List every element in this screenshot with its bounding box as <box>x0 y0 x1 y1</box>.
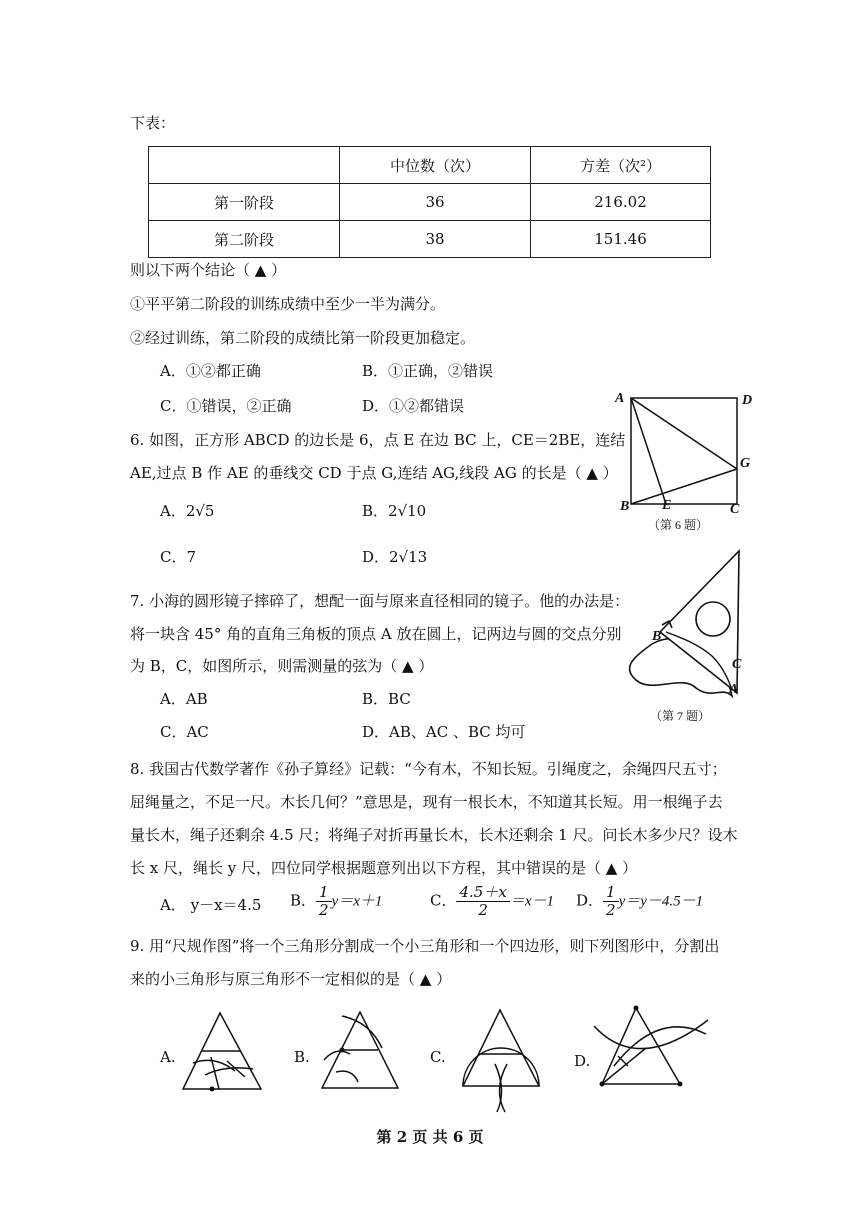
fraction <box>316 884 332 919</box>
table-header-row <box>149 147 711 184</box>
q9-figure-b <box>312 1002 412 1102</box>
square-abcd <box>631 398 737 504</box>
table-cell: 151.46 <box>531 221 711 258</box>
q7-stem-line3: 为 B，C，如图所示，则需测量的弦为（ ▲ ） <box>130 657 434 675</box>
label-a: A <box>729 682 739 697</box>
q9-option-c-label: C. <box>430 1048 446 1066</box>
label-a: A <box>615 391 625 406</box>
construction-arc <box>336 1071 358 1082</box>
table-row <box>149 221 711 258</box>
fraction-numerator: 4.5＋x <box>456 884 509 902</box>
equation-rest: y＝y－4.5－1 <box>618 893 704 910</box>
q6-square-figure <box>610 385 760 535</box>
equation-rest: ＝x－1 <box>509 893 554 910</box>
q7-option-b: B．BC <box>362 690 411 708</box>
option-label: D． <box>576 891 604 910</box>
q7-option-a: A．AB <box>160 690 208 708</box>
label-b: B <box>620 499 630 514</box>
q9-option-b-label: B. <box>294 1048 310 1066</box>
q8-option-c <box>430 884 554 919</box>
q6-option-d: D．2√13 <box>362 548 428 566</box>
q9-stem-line1: 9. 用“尺规作图”将一个三角形分割成一个小三角形和一个四边形，则下列图形中，分割出 <box>130 937 720 955</box>
q5-conclusion-1: ①平平第二阶段的训练成绩中至少一半为满分。 <box>130 295 446 313</box>
q9-figure-d <box>588 1000 714 1096</box>
construction-line <box>227 1061 245 1077</box>
label-c: C <box>732 657 742 672</box>
label-c: C <box>730 502 740 517</box>
fraction-numerator: 1 <box>316 884 332 902</box>
q5-option-c: C．①错误，②正确 <box>160 397 292 415</box>
page-footer: 第 2 页 共 6 页 <box>376 1128 484 1146</box>
point <box>340 1048 345 1053</box>
label-d: D <box>742 393 753 408</box>
stats-table <box>148 146 711 258</box>
label-e: E <box>662 498 672 513</box>
label-b: B <box>652 629 662 644</box>
q6-stem-line1: 6. 如图，正方形 ABCD 的边长是 6，点 E 在边 BC 上，CE＝2BE，连结 <box>130 431 626 449</box>
q7-option-d: D．AB、AC 、BC 均可 <box>362 723 526 741</box>
q5-conclusion-2: ②经过训练，第二阶段的成绩比第一阶段更加稳定。 <box>130 329 476 347</box>
q6-stem-line2: AE,过点 B 作 AE 的垂线交 CD 于点 G,连结 AG,线段 AG 的长是（ ▲ ） <box>130 464 618 482</box>
segment-ag <box>631 398 737 469</box>
table-cell: 第一阶段 <box>149 184 340 221</box>
q9-figure-a <box>175 1005 275 1101</box>
table-header-cell: 方差（次²） <box>531 147 711 184</box>
set-square <box>660 551 739 693</box>
q5-option-d: D．①②都错误 <box>362 397 465 415</box>
table-row <box>149 184 711 221</box>
segment-bg <box>631 469 737 504</box>
q7-caption: （第 7 题） <box>650 709 711 723</box>
q5-lead: 则以下两个结论（ ▲ ） <box>130 261 287 279</box>
q5-option-b: B．①正确，②错误 <box>362 362 494 380</box>
construction-arc <box>495 1064 502 1112</box>
tick-mark <box>618 1056 628 1066</box>
q8-stem-line1: 8. 我国古代数学著作《孙子算经》记载：“今有木，不知长短。引绳度之，余绳四尺五寸； <box>130 760 727 778</box>
q6-option-a: A．2√5 <box>160 502 215 520</box>
label-g: G <box>740 456 751 471</box>
point <box>210 1087 215 1092</box>
q8-stem-line4: 长 x 尺，绳长 y 尺，四位同学根据题意列出以下方程，其中错误的是（ ▲ ） <box>130 859 638 877</box>
point <box>678 1082 683 1087</box>
fraction <box>603 884 619 919</box>
option-label: C． <box>430 891 457 910</box>
q9-option-d-label: D. <box>574 1052 591 1070</box>
equation-rest: y＝x＋1 <box>331 893 383 910</box>
table-header-cell <box>149 147 340 184</box>
q9-stem-line2: 来的小三角形与原三角形不一定相似的是（ ▲ ） <box>130 970 452 988</box>
fraction-denominator: 2 <box>606 901 616 919</box>
triangle <box>602 1008 680 1084</box>
q7-mirror-figure <box>622 548 752 728</box>
q7-stem-line2: 将一块含 45° 角的直角三角板的顶点 A 放在圆上，记两边与圆的交点分别 <box>130 625 622 643</box>
construction-arc <box>499 1064 507 1112</box>
option-label: B． <box>290 891 317 910</box>
table-cell: 216.02 <box>531 184 711 221</box>
q6-option-c: C．7 <box>160 548 197 566</box>
q9-figure-c <box>455 1002 555 1117</box>
fraction <box>456 884 509 919</box>
table-cell: 38 <box>340 221 531 258</box>
segment-ae <box>631 398 666 504</box>
q8-option-d <box>576 884 703 919</box>
q8-stem-line3: 量长木，绳子还剩余 4.5 尺；将绳子对折再量长木，长木还剩余 1 尺。问长木多少尺？设木 <box>130 826 738 844</box>
table-cell: 第二阶段 <box>149 221 340 258</box>
intro-text: 下表： <box>130 114 176 132</box>
q7-stem-line1: 7. 小海的圆形镜子摔碎了，想配一面与原来直径相同的镜子。他的办法是： <box>130 592 630 610</box>
table-header-cell: 中位数（次） <box>340 147 531 184</box>
q6-option-b: B．2√10 <box>362 502 427 520</box>
q8-option-b <box>290 884 382 919</box>
fraction-numerator: 1 <box>603 884 619 902</box>
fraction-denominator: 2 <box>319 901 329 919</box>
q7-option-c: C．AC <box>160 723 209 741</box>
fraction-denominator: 2 <box>478 901 488 919</box>
q8-option-a: A． y－x＝4.5 <box>160 896 262 914</box>
point <box>634 1006 639 1011</box>
q8-stem-line2: 屈绳量之，不足一尺。木长几何？”意思是，现有一根长木，不知道其长短。用一根绳子去 <box>130 793 723 811</box>
q9-option-a-label: A. <box>160 1048 176 1066</box>
q6-caption: （第 6 题） <box>648 518 709 532</box>
point <box>600 1082 605 1087</box>
q5-option-a: A．①②都正确 <box>160 362 261 380</box>
construction-arc <box>205 1068 253 1075</box>
table-cell: 36 <box>340 184 531 221</box>
